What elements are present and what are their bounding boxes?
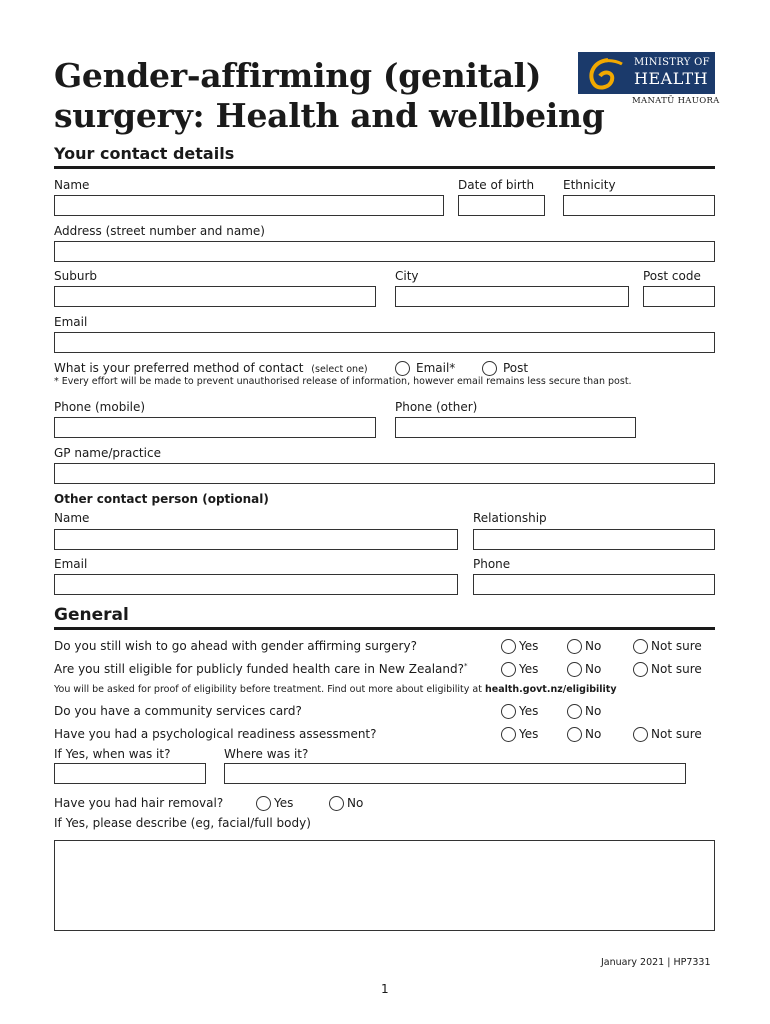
- email-radio[interactable]: [395, 361, 410, 376]
- yes-label: Yes: [519, 639, 539, 653]
- no-label: No: [585, 704, 602, 718]
- logo-line-1: MINISTRY OF: [634, 57, 710, 68]
- suburb-field[interactable]: [54, 286, 376, 307]
- phone-mobile-label: Phone (mobile): [54, 400, 146, 414]
- relationship-field[interactable]: [473, 529, 715, 550]
- contact-heading: Your contact details: [54, 144, 235, 163]
- q-eligible-text: Are you still eligible for publicly funded health care in New Zealand?: [54, 662, 464, 676]
- ethnicity-label: Ethnicity: [563, 178, 616, 192]
- q-community-card-label: Do you have a community services card?: [54, 704, 302, 718]
- q-surgery-no-radio[interactable]: [567, 639, 582, 654]
- yes-label: Yes: [519, 704, 539, 718]
- not-sure-label: Not sure: [651, 662, 702, 676]
- section-rule: [54, 166, 715, 169]
- q-eligible-no-radio[interactable]: [567, 662, 582, 677]
- q-hair-removal-label: Have you had hair removal?: [54, 796, 224, 810]
- phone-other-label: Phone (other): [395, 400, 478, 414]
- other-phone-field[interactable]: [473, 574, 715, 595]
- gp-label: GP name/practice: [54, 446, 161, 460]
- where-label: Where was it?: [224, 747, 309, 761]
- name-field[interactable]: [54, 195, 444, 216]
- other-email-label: Email: [54, 557, 88, 571]
- title-line-2: surgery: Health and wellbeing: [54, 96, 605, 135]
- phone-mobile-field[interactable]: [54, 417, 376, 438]
- relationship-label: Relationship: [473, 511, 547, 525]
- eligibility-note-text: You will be asked for proof of eligibility before treatment. Find out more about eligibility at: [54, 684, 485, 695]
- email-label: Email: [54, 315, 88, 329]
- eligibility-note: [54, 684, 617, 695]
- dob-field[interactable]: [458, 195, 545, 216]
- ethnicity-field[interactable]: [563, 195, 715, 216]
- no-label: No: [585, 662, 602, 676]
- preferred-contact-label: [54, 361, 368, 375]
- q-card-yes-radio[interactable]: [501, 704, 516, 719]
- general-heading: General: [54, 605, 129, 625]
- address-label: Address (street number and name): [54, 224, 265, 238]
- gp-field[interactable]: [54, 463, 715, 484]
- post-option-label: Post: [503, 361, 529, 375]
- when-field[interactable]: [54, 763, 206, 784]
- name-label: Name: [54, 178, 90, 192]
- q-surgery-label: Do you still wish to go ahead with gender affirming surgery?: [54, 639, 417, 653]
- q-hair-no-radio[interactable]: [329, 796, 344, 811]
- q-surgery-yes-radio[interactable]: [501, 639, 516, 654]
- other-name-label: Name: [54, 511, 90, 525]
- other-contact-heading: Other contact person (optional): [54, 492, 269, 506]
- not-sure-label: Not sure: [651, 727, 702, 741]
- q-eligible-label: [54, 662, 468, 676]
- yes-label: Yes: [519, 727, 539, 741]
- document-code: January 2021 | HP7331: [601, 957, 711, 968]
- no-label: No: [585, 727, 602, 741]
- email-security-footnote: * Every effort will be made to prevent unauthorised release of information, however email remains less secure than post.: [54, 376, 632, 387]
- preferred-contact-text: What is your preferred method of contact: [54, 361, 304, 375]
- dob-label: Date of birth: [458, 178, 535, 192]
- hair-removal-description-field[interactable]: [54, 840, 715, 931]
- other-name-field[interactable]: [54, 529, 458, 550]
- postcode-field[interactable]: [643, 286, 715, 307]
- select-one-hint: (select one): [311, 364, 368, 375]
- address-field[interactable]: [54, 241, 715, 262]
- city-field[interactable]: [395, 286, 629, 307]
- logo-line-2: HEALTH: [634, 69, 709, 88]
- where-field[interactable]: [224, 763, 686, 784]
- q-psych-assessment-label: Have you had a psychological readiness assessment?: [54, 727, 377, 741]
- q-hair-yes-radio[interactable]: [256, 796, 271, 811]
- q-card-no-radio[interactable]: [567, 704, 582, 719]
- when-label: If Yes, when was it?: [54, 747, 171, 761]
- ministry-logo: [578, 52, 715, 94]
- q-eligible-notsure-radio[interactable]: [633, 662, 648, 677]
- q-eligible-yes-radio[interactable]: [501, 662, 516, 677]
- city-label: City: [395, 269, 419, 283]
- q-psych-notsure-radio[interactable]: [633, 727, 648, 742]
- q-surgery-notsure-radio[interactable]: [633, 639, 648, 654]
- page-title: [54, 56, 604, 136]
- page-number: 1: [381, 982, 389, 996]
- section-rule: [54, 627, 715, 630]
- post-radio[interactable]: [482, 361, 497, 376]
- email-field[interactable]: [54, 332, 715, 353]
- phone-other-field[interactable]: [395, 417, 636, 438]
- q-psych-no-radio[interactable]: [567, 727, 582, 742]
- yes-label: Yes: [519, 662, 539, 676]
- email-option-label: Email*: [416, 361, 456, 375]
- other-phone-label: Phone: [473, 557, 511, 571]
- logo-subtitle: MANATŪ HAUORA: [632, 96, 720, 106]
- not-sure-label: Not sure: [651, 639, 702, 653]
- eligibility-link[interactable]: health.govt.nz/eligibility: [485, 684, 617, 695]
- postcode-label: Post code: [643, 269, 701, 283]
- yes-label: Yes: [274, 796, 294, 810]
- q-psych-yes-radio[interactable]: [501, 727, 516, 742]
- title-line-1: Gender-affirming (genital): [54, 56, 542, 95]
- no-label: No: [585, 639, 602, 653]
- no-label: No: [347, 796, 364, 810]
- suburb-label: Suburb: [54, 269, 97, 283]
- other-email-field[interactable]: [54, 574, 458, 595]
- q-eligible-footnote-mark: *: [464, 662, 468, 670]
- describe-label: If Yes, please describe (eg, facial/full body): [54, 816, 311, 830]
